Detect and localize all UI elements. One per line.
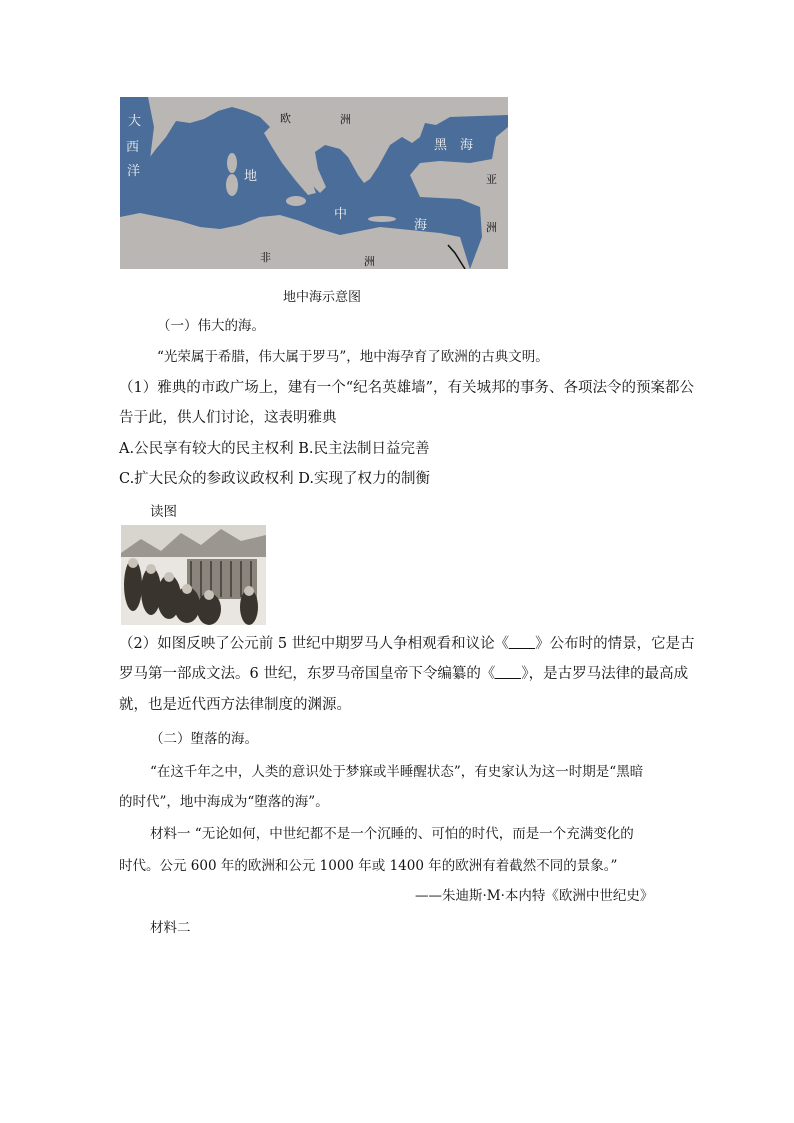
answer-blank-1[interactable]	[509, 636, 535, 649]
black-sea	[420, 123, 492, 159]
q1-stem-line1: （1）雅典的市政广场上，建有一个“纪名英雄墙”，有关城邦的事务、各项法令的预案都公	[119, 380, 695, 396]
read-image-label: 读图	[150, 504, 177, 520]
map-label: 洋	[127, 164, 141, 179]
q1-options-ab: A.公民享有较大的民主权利 B.民主法制日益完善	[119, 441, 430, 457]
map-label: 欧	[280, 112, 291, 125]
map-label: 洲	[486, 221, 497, 234]
map-label: 地	[244, 169, 258, 184]
corsica	[227, 153, 237, 173]
map-label: 中	[334, 207, 348, 222]
map-land-shapes	[120, 97, 508, 269]
section2-heading: （二）堕落的海。	[150, 731, 258, 747]
roman-law-engraving	[121, 525, 266, 625]
map-label: 黑	[434, 138, 448, 153]
section2-para1-line2: 的时代”，地中海成为“堕落的海”。	[119, 794, 329, 810]
mediterranean-map	[120, 97, 508, 269]
map-caption: 地中海示意图	[283, 290, 362, 305]
answer-blank-2[interactable]	[495, 666, 521, 679]
q2-line1-text-b: 》公布时的情景，它是古	[535, 636, 695, 652]
q2-line2-text-b: 》，是古罗马法律的最高成	[521, 666, 689, 682]
section1-quote: “光荣属于希腊，伟大属于罗马”，地中海孕育了欧洲的古典文明。	[157, 349, 549, 365]
crete	[368, 216, 396, 222]
q2-line3: 就，也是近代西方法律制度的渊源。	[119, 697, 351, 713]
q1-options-cd: C.扩大民众的参政议政权利 D.实现了权力的制衡	[119, 471, 431, 487]
q2-line2	[119, 662, 688, 683]
engraving-drawing	[121, 525, 266, 625]
section1-heading: （一）伟大的海。	[157, 318, 265, 334]
map-label: 非	[260, 251, 271, 264]
section2-para1-line1: “在这千年之中，人类的意识处于梦寐或半睡醒状态”，有史家认为这一时期是“黑暗	[150, 764, 644, 780]
map-label: 海	[460, 138, 474, 153]
q2-line2-text-a: 罗马第一部成文法。6 世纪，东罗马帝国皇帝下令编纂的《	[119, 666, 496, 682]
q2-line1-text-a: （2）如图反映了公元前 5 世纪中期罗马人争相观看和议论《	[119, 636, 510, 652]
map-label: 西	[126, 140, 140, 155]
map-label: 大	[128, 114, 142, 129]
q1-stem-line2: 告于此，供人们讨论，这表明雅典	[119, 410, 337, 426]
sicily	[286, 196, 306, 206]
sardinia	[226, 174, 238, 196]
map-label: 洲	[364, 255, 375, 268]
material1-source: ——朱迪斯·M·本内特《欧洲中世纪史》	[415, 888, 654, 904]
map-label: 亚	[486, 173, 497, 186]
material2-label: 材料二	[150, 920, 191, 936]
material1-line2: 时代。公元 600 年的欧洲和公元 1000 年或 1400 年的欧洲有着截然不同的景象。”	[119, 858, 618, 874]
map-label: 洲	[340, 113, 351, 126]
map-label: 海	[414, 218, 428, 233]
q2-line1	[119, 632, 695, 653]
material1-line1: 材料一 “无论如何，中世纪都不是一个沉睡的、可怕的时代，而是一个充满变化的	[150, 826, 634, 842]
